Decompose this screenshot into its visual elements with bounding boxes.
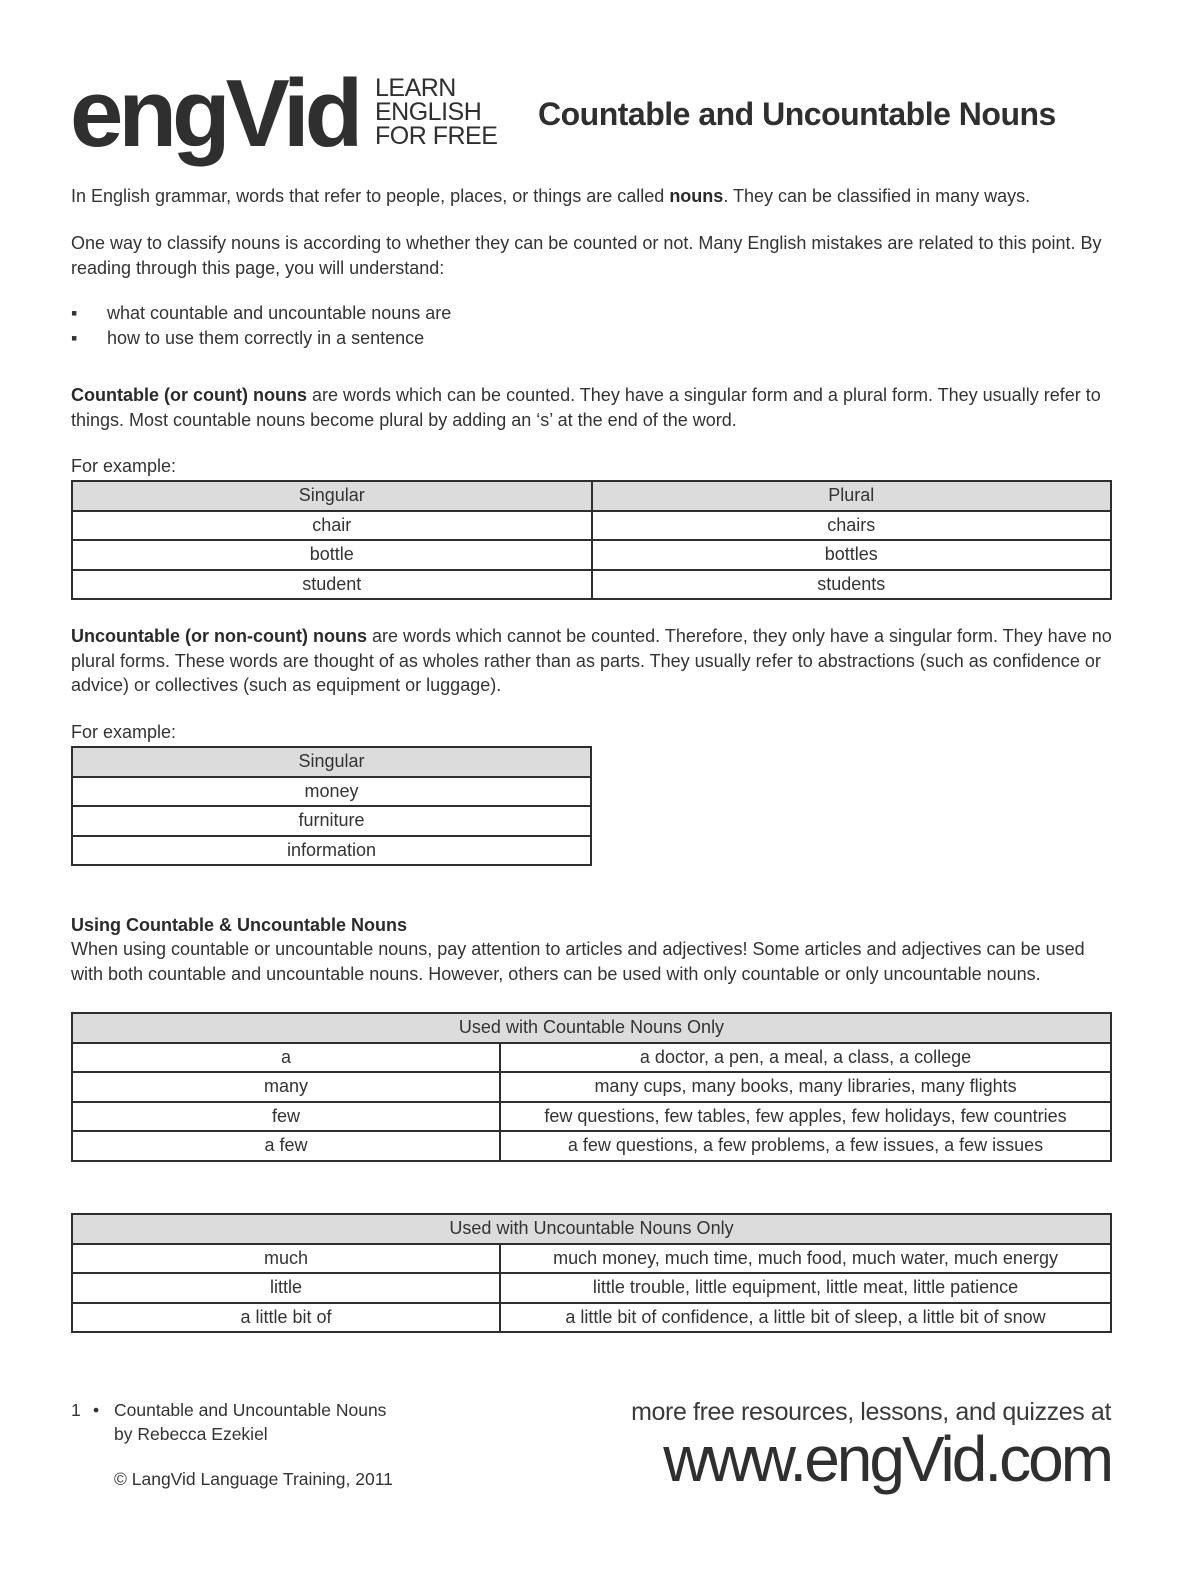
section-heading: Using Countable & Uncountable Nouns [71, 915, 407, 935]
uncountable-text: are words which cannot be counted. Therefore, they only have a singular form. They have no plural forms. These words are thought of as wholes rather than as parts. They usually refer to abstractions (such as confidence or advice) or collectives (such as equipment or luggage). [71, 626, 1112, 695]
column-header: Singular [72, 481, 592, 511]
table-header: Used with Countable Nouns Only [72, 1013, 1111, 1043]
list-item [71, 326, 451, 351]
table-cell: furniture [72, 806, 591, 836]
list-item-text: what countable and uncountable nouns are [107, 303, 452, 323]
table-row [72, 511, 1111, 541]
logo-wordmark: engVid [70, 60, 359, 167]
table-header-row [72, 1013, 1111, 1043]
table-cell: few [72, 1102, 500, 1132]
logo-tagline-line: ENGLISH [375, 98, 482, 126]
table-row [72, 1244, 1111, 1274]
table-cell: a little bit of [72, 1303, 500, 1333]
intro-paragraph [71, 184, 1116, 209]
example-label: For example: [71, 456, 177, 476]
table-row [72, 1131, 1111, 1161]
table-row [72, 836, 591, 866]
page-title: Countable and Uncountable Nouns [538, 96, 1056, 132]
table-cell: much money, much time, much food, much water, much energy [500, 1244, 1111, 1274]
footer-text-block [114, 1398, 393, 1491]
table-header-row [72, 1214, 1111, 1244]
table-cell: a [72, 1043, 500, 1073]
table-cell: a few questions, a few problems, a few issues, a few issues [500, 1131, 1111, 1161]
footer-spacer [114, 1446, 393, 1467]
table-row [72, 1273, 1111, 1303]
logo-tagline [375, 76, 497, 148]
table-row [72, 570, 1111, 600]
table-cell: chairs [592, 511, 1112, 541]
table-cell: student [72, 570, 592, 600]
bullet-icon: ▪ [71, 327, 78, 348]
intro-bold-term: nouns [669, 186, 724, 206]
table-row [72, 1102, 1111, 1132]
countable-text: are words which can be counted. They have a singular form and a plural form. They usually refer to things. Most countable nouns become plural by adding an ‘s’ at the end of the word. [71, 385, 1101, 430]
usage-paragraph: When using countable or uncountable nouns, pay attention to articles and adjectives! Some articles and adjectives can be used with both countable and uncountable nouns. However, others can be used with only countable or only uncountable nouns. [71, 939, 1085, 984]
list-item [71, 301, 451, 326]
bullet-icon: • [93, 1400, 100, 1420]
uncountable-term: Uncountable (or non-count) nouns [71, 626, 367, 646]
table-cell: bottles [592, 540, 1112, 570]
table-row [72, 806, 591, 836]
table-cell: money [72, 777, 591, 807]
table-cell: few questions, few tables, few apples, few holidays, few countries [500, 1102, 1111, 1132]
table-header-row [72, 481, 1111, 511]
table-cell: many [72, 1072, 500, 1102]
table-row [72, 1043, 1111, 1073]
uncountable-usage-table [71, 1213, 1112, 1333]
intro-text: . They can be classified in many ways. [723, 186, 1031, 206]
table-cell: students [592, 570, 1112, 600]
table-header-row [72, 747, 591, 777]
column-header: Plural [592, 481, 1112, 511]
table-row [72, 777, 591, 807]
intro-text: In English grammar, words that refer to people, places, or things are called [71, 186, 670, 206]
bullet-icon: ▪ [71, 303, 78, 323]
footer-author: by Rebecca Ezekiel [114, 1424, 268, 1444]
table-cell: information [72, 836, 591, 866]
table-row [72, 540, 1111, 570]
page-number: 1 [71, 1400, 81, 1420]
logo-tagline-line: LEARN [375, 74, 456, 102]
bullet-list [71, 301, 451, 350]
table-header: Used with Uncountable Nouns Only [72, 1214, 1111, 1244]
table-cell: a doctor, a pen, a meal, a class, a college [500, 1043, 1111, 1073]
example-label: For example: [71, 722, 177, 742]
table-cell: a little bit of confidence, a little bit of sleep, a little bit of snow [500, 1303, 1111, 1333]
table-cell: little [72, 1273, 500, 1303]
countable-examples-table [71, 480, 1112, 600]
countable-paragraph [71, 383, 1116, 432]
table-row [72, 1072, 1111, 1102]
table-cell: a few [72, 1131, 500, 1161]
column-header: Singular [72, 747, 591, 777]
table-cell: little trouble, little equipment, little meat, little patience [500, 1273, 1111, 1303]
table-cell: much [72, 1244, 500, 1274]
table-cell: chair [72, 511, 592, 541]
uncountable-paragraph [71, 624, 1116, 698]
table-cell: bottle [72, 540, 592, 570]
classify-paragraph: One way to classify nouns is according to whether they can be counted or not. Many English mistakes are related to this point. By reading through this page, you will understand: [71, 233, 1102, 278]
footer-promo: more free resources, lessons, and quizzes at [631, 1398, 1111, 1426]
table-row [72, 1303, 1111, 1333]
uncountable-examples-table [71, 746, 592, 866]
countable-term: Countable (or count) nouns [71, 385, 307, 405]
footer-url-link[interactable]: www.engVid.com [663, 1423, 1111, 1495]
footer-doc-title: Countable and Uncountable Nouns [114, 1400, 387, 1420]
list-item-text: how to use them correctly in a sentence [107, 327, 425, 348]
logo-tagline-line: FOR FREE [375, 122, 498, 150]
table-cell: many cups, many books, many libraries, many flights [500, 1072, 1111, 1102]
engvid-logo [70, 60, 530, 182]
footer-copyright: © LangVid Language Training, 2011 [114, 1469, 393, 1489]
countable-usage-table [71, 1012, 1112, 1162]
